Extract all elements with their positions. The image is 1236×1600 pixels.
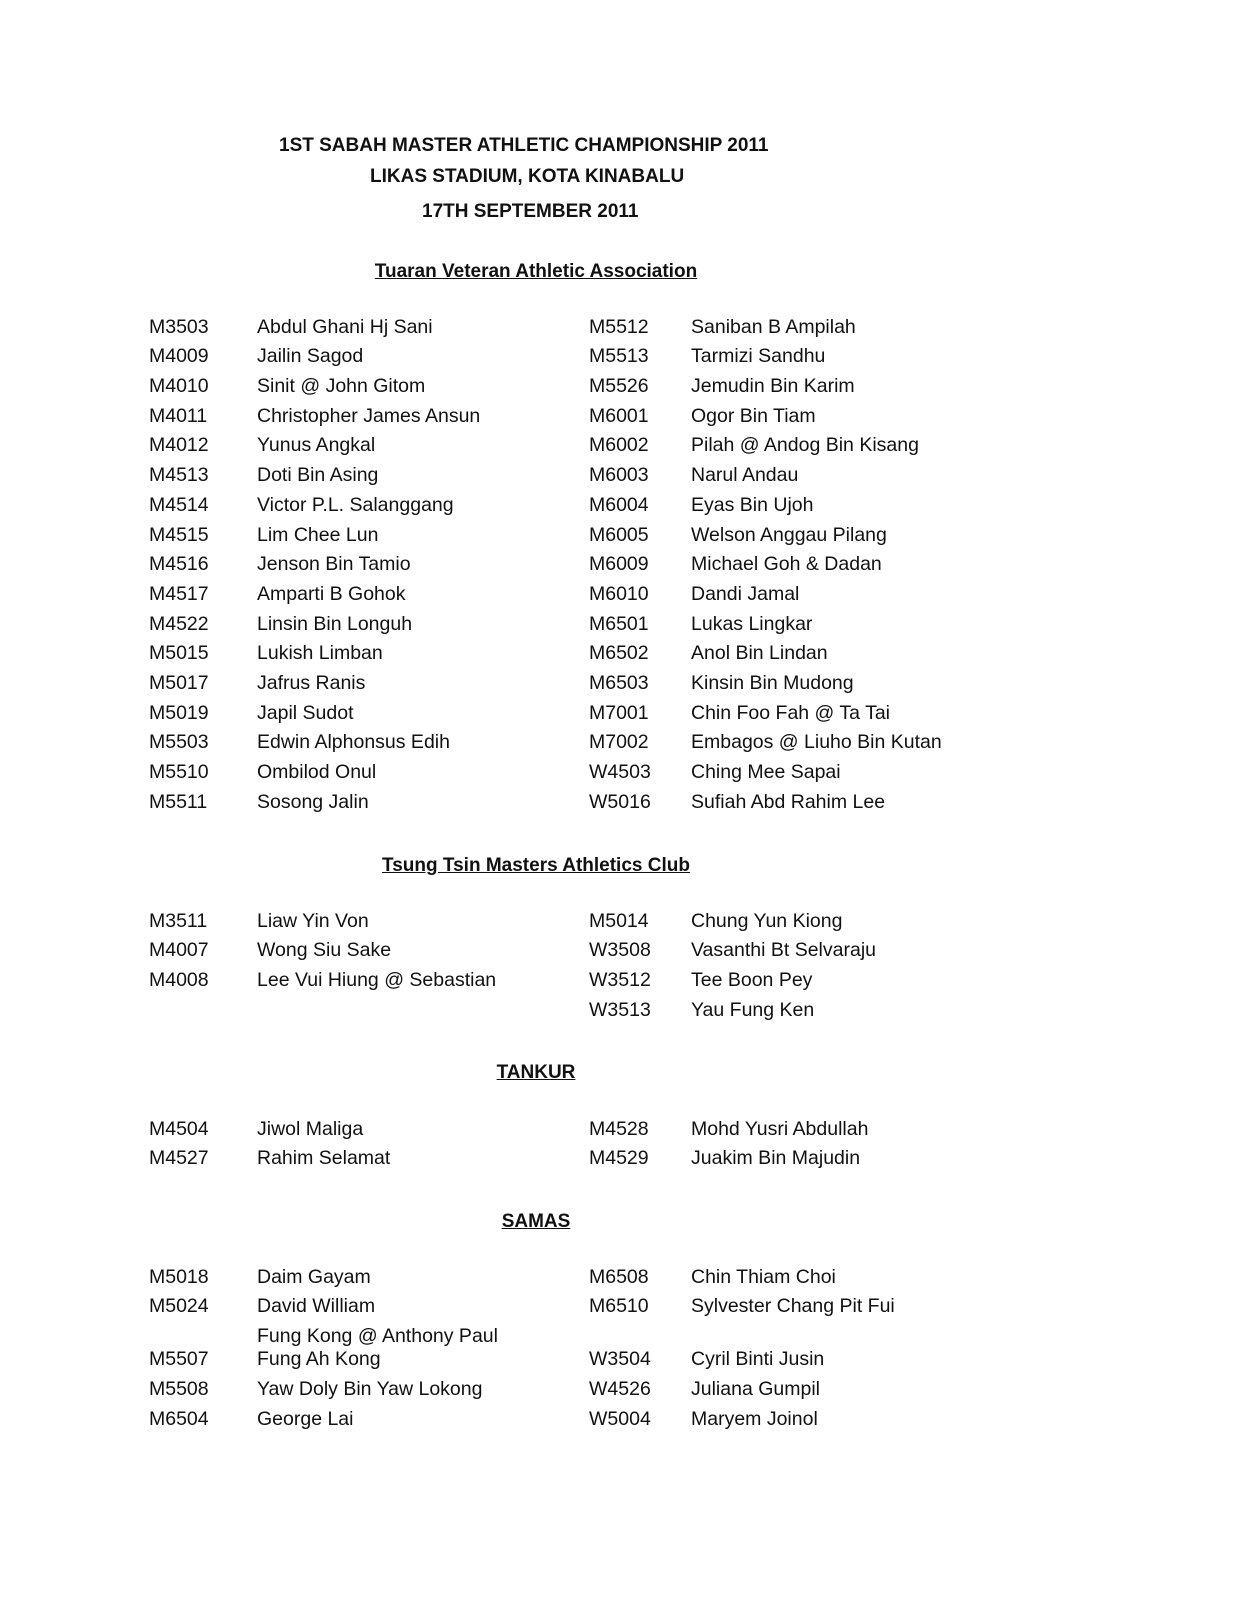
athlete-name: Jemudin Bin Karim xyxy=(691,375,855,398)
athlete-code: M5017 xyxy=(149,671,209,694)
athlete-name: Chin Thiam Choi xyxy=(691,1265,836,1288)
athlete-name: Yunus Angkal xyxy=(257,434,376,457)
athlete-name: Jiwol Maliga xyxy=(257,1117,364,1140)
athlete-name: David William xyxy=(257,1295,376,1318)
athlete-code: M6002 xyxy=(589,434,649,457)
athlete-code: M5019 xyxy=(149,701,209,724)
athlete-row xyxy=(0,968,1236,998)
athlete-code: M3511 xyxy=(149,909,208,932)
athlete-name: Juliana Gumpil xyxy=(691,1378,820,1401)
athlete-code: M4012 xyxy=(149,434,209,457)
athlete-code: M4011 xyxy=(149,404,208,427)
athlete-code: M4009 xyxy=(149,345,209,368)
athlete-name: Lukish Limban xyxy=(257,642,383,665)
athlete-code: W3508 xyxy=(589,939,651,962)
athlete-name: George Lai xyxy=(257,1407,354,1430)
athlete-name: Chin Foo Fah @ Ta Tai xyxy=(691,701,891,724)
club-title: TANKUR xyxy=(496,1062,576,1083)
athlete-row xyxy=(0,315,1236,345)
athlete-row xyxy=(0,1324,1236,1377)
athlete-name: Saniban B Ampilah xyxy=(691,315,856,338)
athlete-code: M5018 xyxy=(149,1265,209,1288)
athlete-name: Yaw Doly Bin Yaw Lokong xyxy=(257,1378,483,1401)
athlete-row xyxy=(0,671,1236,701)
athlete-name: Ogor Bin Tiam xyxy=(691,404,816,427)
athlete-code: M6503 xyxy=(589,671,649,694)
athlete-name: Sufiah Abd Rahim Lee xyxy=(691,790,886,813)
athlete-code: M7002 xyxy=(589,731,649,754)
athlete-code: M4515 xyxy=(149,523,209,546)
athlete-code: M4504 xyxy=(149,1117,209,1140)
athlete-name: Jafrus Ranis xyxy=(257,671,366,694)
athlete-name: Christopher James Ansun xyxy=(257,404,481,427)
athlete-list xyxy=(0,909,1236,1028)
athlete-code: M4007 xyxy=(149,939,209,962)
athlete-name: Sinit @ John Gitom xyxy=(257,375,426,398)
athlete-code: M5513 xyxy=(589,345,649,368)
athlete-name: Jailin Sagod xyxy=(257,345,364,368)
athlete-code: M4010 xyxy=(149,375,209,398)
athlete-row xyxy=(0,939,1236,969)
athlete-row xyxy=(0,493,1236,523)
athlete-row xyxy=(0,1265,1236,1295)
athlete-code: M5507 xyxy=(149,1348,209,1371)
athlete-code: M5024 xyxy=(149,1295,209,1318)
athlete-name: Ombilod Onul xyxy=(257,761,377,783)
athlete-name: Chung Yun Kiong xyxy=(691,909,843,932)
athlete-row xyxy=(0,731,1236,761)
athlete-row xyxy=(0,1407,1236,1437)
athlete-name: Linsin Bin Longuh xyxy=(257,612,413,635)
athlete-name: Liaw Yin Von xyxy=(257,909,369,932)
club-title: Tuaran Veteran Athletic Association xyxy=(374,261,698,282)
athlete-name: Mohd Yusri Abdullah xyxy=(691,1117,869,1140)
athlete-code: M6004 xyxy=(589,493,649,516)
athlete-list xyxy=(0,1117,1236,1176)
athlete-name: Michael Goh & Dadan xyxy=(691,553,882,576)
athlete-code: M5511 xyxy=(149,790,208,813)
athlete-name: Lee Vui Hiung @ Sebastian xyxy=(257,969,497,992)
athlete-code: M5015 xyxy=(149,642,209,665)
athlete-row xyxy=(0,701,1236,731)
athlete-name: Yau Fung Ken xyxy=(691,998,815,1021)
athlete-code: M6005 xyxy=(589,523,649,546)
athlete-name: Tee Boon Pey xyxy=(691,969,813,992)
athlete-name: Vasanthi Bt Selvaraju xyxy=(691,939,876,962)
athlete-row xyxy=(0,909,1236,939)
athlete-name: Abdul Ghani Hj Sani xyxy=(257,315,433,338)
athlete-name: Juakim Bin Majudin xyxy=(691,1147,861,1170)
athlete-row xyxy=(0,1295,1236,1325)
athlete-name: Lim Chee Lun xyxy=(257,523,379,546)
athlete-code: M6003 xyxy=(589,464,649,487)
athlete-name: Rahim Selamat xyxy=(257,1147,391,1170)
athlete-code: M4516 xyxy=(149,553,209,576)
athlete-list xyxy=(0,1265,1236,1437)
athlete-name: Welson Anggau Pilang xyxy=(691,523,887,546)
athlete-row xyxy=(0,760,1236,790)
athlete-name: Embagos @ Liuho Bin Kutan xyxy=(691,731,942,754)
athlete-code: M5512 xyxy=(589,315,649,338)
athlete-row xyxy=(0,790,1236,820)
athlete-code: M6510 xyxy=(589,1295,649,1318)
athlete-name: Edwin Alphonsus Edih xyxy=(257,731,450,754)
athlete-name: Sosong Jalin xyxy=(257,790,369,813)
athlete-code: M6009 xyxy=(589,553,649,576)
athlete-row xyxy=(0,582,1236,612)
athlete-name: Fung Kong @ Anthony Paul Fung Ah Kong xyxy=(257,1325,498,1371)
athlete-row xyxy=(0,553,1236,583)
athlete-code: M3503 xyxy=(149,315,209,338)
athlete-row xyxy=(0,1377,1236,1407)
athlete-code: W3504 xyxy=(589,1348,651,1371)
athlete-name: Tarmizi Sandhu xyxy=(691,345,826,368)
athlete-code: M4513 xyxy=(149,464,209,487)
athlete-name: Dandi Jamal xyxy=(691,582,800,605)
document-date: 17TH SEPTEMBER 2011 xyxy=(422,201,639,222)
athlete-code: M6502 xyxy=(589,642,649,665)
club-title: Tsung Tsin Masters Athletics Club xyxy=(382,855,690,876)
athlete-row xyxy=(0,642,1236,672)
athlete-code: M6508 xyxy=(589,1265,649,1288)
athlete-code: M6504 xyxy=(149,1407,209,1430)
athlete-row xyxy=(0,1147,1236,1177)
athlete-row xyxy=(0,374,1236,404)
athlete-name: Kinsin Bin Mudong xyxy=(691,671,854,694)
athlete-name: Narul Andau xyxy=(691,464,799,487)
athlete-code: M6501 xyxy=(589,612,649,635)
athlete-row xyxy=(0,434,1236,464)
athlete-name: Pilah @ Andog Bin Kisang xyxy=(691,434,919,457)
athlete-code: M5526 xyxy=(589,375,649,398)
athlete-code: W5016 xyxy=(589,790,651,813)
athlete-name: Maryem Joinol xyxy=(691,1407,818,1430)
athlete-name: Amparti B Gohok xyxy=(257,582,406,605)
athlete-code: M4008 xyxy=(149,969,209,992)
document-venue: LIKAS STADIUM, KOTA KINABALU xyxy=(370,166,685,187)
document-title: 1ST SABAH MASTER ATHLETIC CHAMPIONSHIP 2011 xyxy=(279,135,769,156)
athlete-code: M5510 xyxy=(149,761,209,783)
athlete-code: W4503 xyxy=(589,761,651,783)
athlete-name: Victor P.L. Salanggang xyxy=(257,493,454,516)
athlete-code: M5014 xyxy=(589,909,649,932)
athlete-code: M4514 xyxy=(149,493,209,516)
club-title: SAMAS xyxy=(501,1211,571,1232)
athlete-row xyxy=(0,523,1236,553)
athlete-code: M6001 xyxy=(589,404,649,427)
athlete-code: W3513 xyxy=(589,998,651,1021)
athlete-code: M5508 xyxy=(149,1378,209,1401)
athlete-row xyxy=(0,345,1236,375)
athlete-name: Anol Bin Lindan xyxy=(691,642,828,665)
athlete-name: Doti Bin Asing xyxy=(257,464,379,487)
athlete-name: Wong Siu Sake xyxy=(257,939,392,962)
athlete-code: M7001 xyxy=(589,701,649,724)
athlete-code: M4529 xyxy=(589,1147,649,1170)
athlete-name: Daim Gayam xyxy=(257,1265,371,1288)
athlete-name: Cyril Binti Jusin xyxy=(691,1348,825,1371)
athlete-list xyxy=(0,315,1236,820)
athlete-name: Ching Mee Sapai xyxy=(691,761,841,783)
athlete-code: M4522 xyxy=(149,612,209,635)
athlete-row xyxy=(0,612,1236,642)
athlete-code: W4526 xyxy=(589,1378,651,1401)
athlete-name: Eyas Bin Ujoh xyxy=(691,493,814,516)
athlete-row xyxy=(0,404,1236,434)
athlete-name: Lukas Lingkar xyxy=(691,612,813,635)
athlete-row xyxy=(0,998,1236,1028)
athlete-code: M6010 xyxy=(589,582,649,605)
athlete-code: M4528 xyxy=(589,1117,649,1140)
athlete-code: M4517 xyxy=(149,582,209,605)
athlete-name: Japil Sudot xyxy=(257,701,354,724)
athlete-name: Jenson Bin Tamio xyxy=(257,553,411,576)
athlete-row xyxy=(0,1117,1236,1147)
athlete-code: M5503 xyxy=(149,731,209,754)
athlete-code: M4527 xyxy=(149,1147,209,1170)
athlete-code: W3512 xyxy=(589,969,651,992)
athlete-code: W5004 xyxy=(589,1407,651,1430)
athlete-name: Sylvester Chang Pit Fui xyxy=(691,1295,895,1318)
athlete-row xyxy=(0,463,1236,493)
